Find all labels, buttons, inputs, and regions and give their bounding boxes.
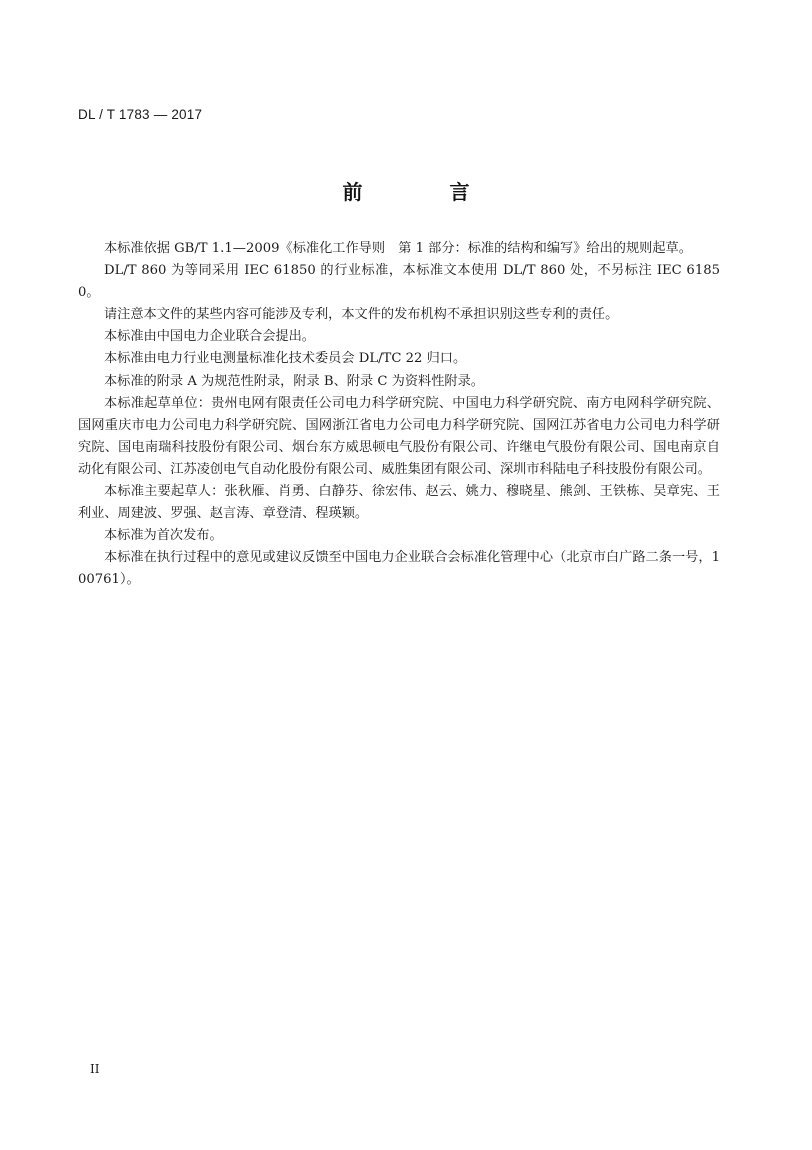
- page-number: II: [90, 1062, 100, 1076]
- paragraph-annexes: 本标准的附录 A 为规范性附录，附录 B、附录 C 为资料性附录。: [104, 373, 484, 389]
- paragraph-drafters: 本标准主要起草人：张秋雁、肖勇、白静芬、徐宏伟、赵云、姚力、穆晓星、熊剑、王铁栋、吴章宪、王利业、周建波、罗强、赵言涛、章登清、程瑛颖。: [78, 484, 720, 522]
- paragraph-first-release: 本标准为首次发布。: [104, 528, 223, 544]
- page-title: 前 言: [342, 180, 510, 204]
- paragraph-drafting-organizations: 本标准起草单位：贵州电网有限责任公司电力科学研究院、中国电力科学研究院、南方电网科学研究院、国网重庆市电力公司电力科学研究院、国网浙江省电力公司电力科学研究院、国网江苏省电力公司电力科学研究院、国电南瑞科技股份有限公司、烟台东方威思顿电气股份有限公司、许继电气股份有限公司、国电南京自动化有限公司、江苏凌创电气自动化股份有限公司、威胜集团有限公司、深圳市科陆电子科技股份有限公司。: [78, 395, 720, 477]
- paragraph-committee: 本标准由电力行业电测量标准化技术委员会 DL/TC 22 归口。: [104, 351, 467, 367]
- paragraph-patent-notice: 请注意本文件的某些内容可能涉及专利，本文件的发布机构不承担识别这些专利的责任。: [104, 307, 619, 323]
- preface-body: [78, 238, 720, 592]
- standard-code: DL / T 1783 — 2017: [78, 107, 203, 122]
- paragraph-iec-equivalence: DL/T 860 为等同采用 IEC 61850 的行业标准，本标准文本使用 DL/T 860 处，不另标注 IEC 61850。: [78, 263, 720, 301]
- paragraph-drafting-rules: 本标准依据 GB/T 1.1—2009《标准化工作导则 第 1 部分：标准的结构和编写》给出的规则起草。: [104, 241, 692, 256]
- paragraph-proposer: 本标准由中国电力企业联合会提出。: [104, 329, 315, 345]
- paragraph-feedback-contact: 本标准在执行过程中的意见或建议反馈至中国电力企业联合会标准化管理中心（北京市白广路二条一号，100761）。: [78, 550, 720, 588]
